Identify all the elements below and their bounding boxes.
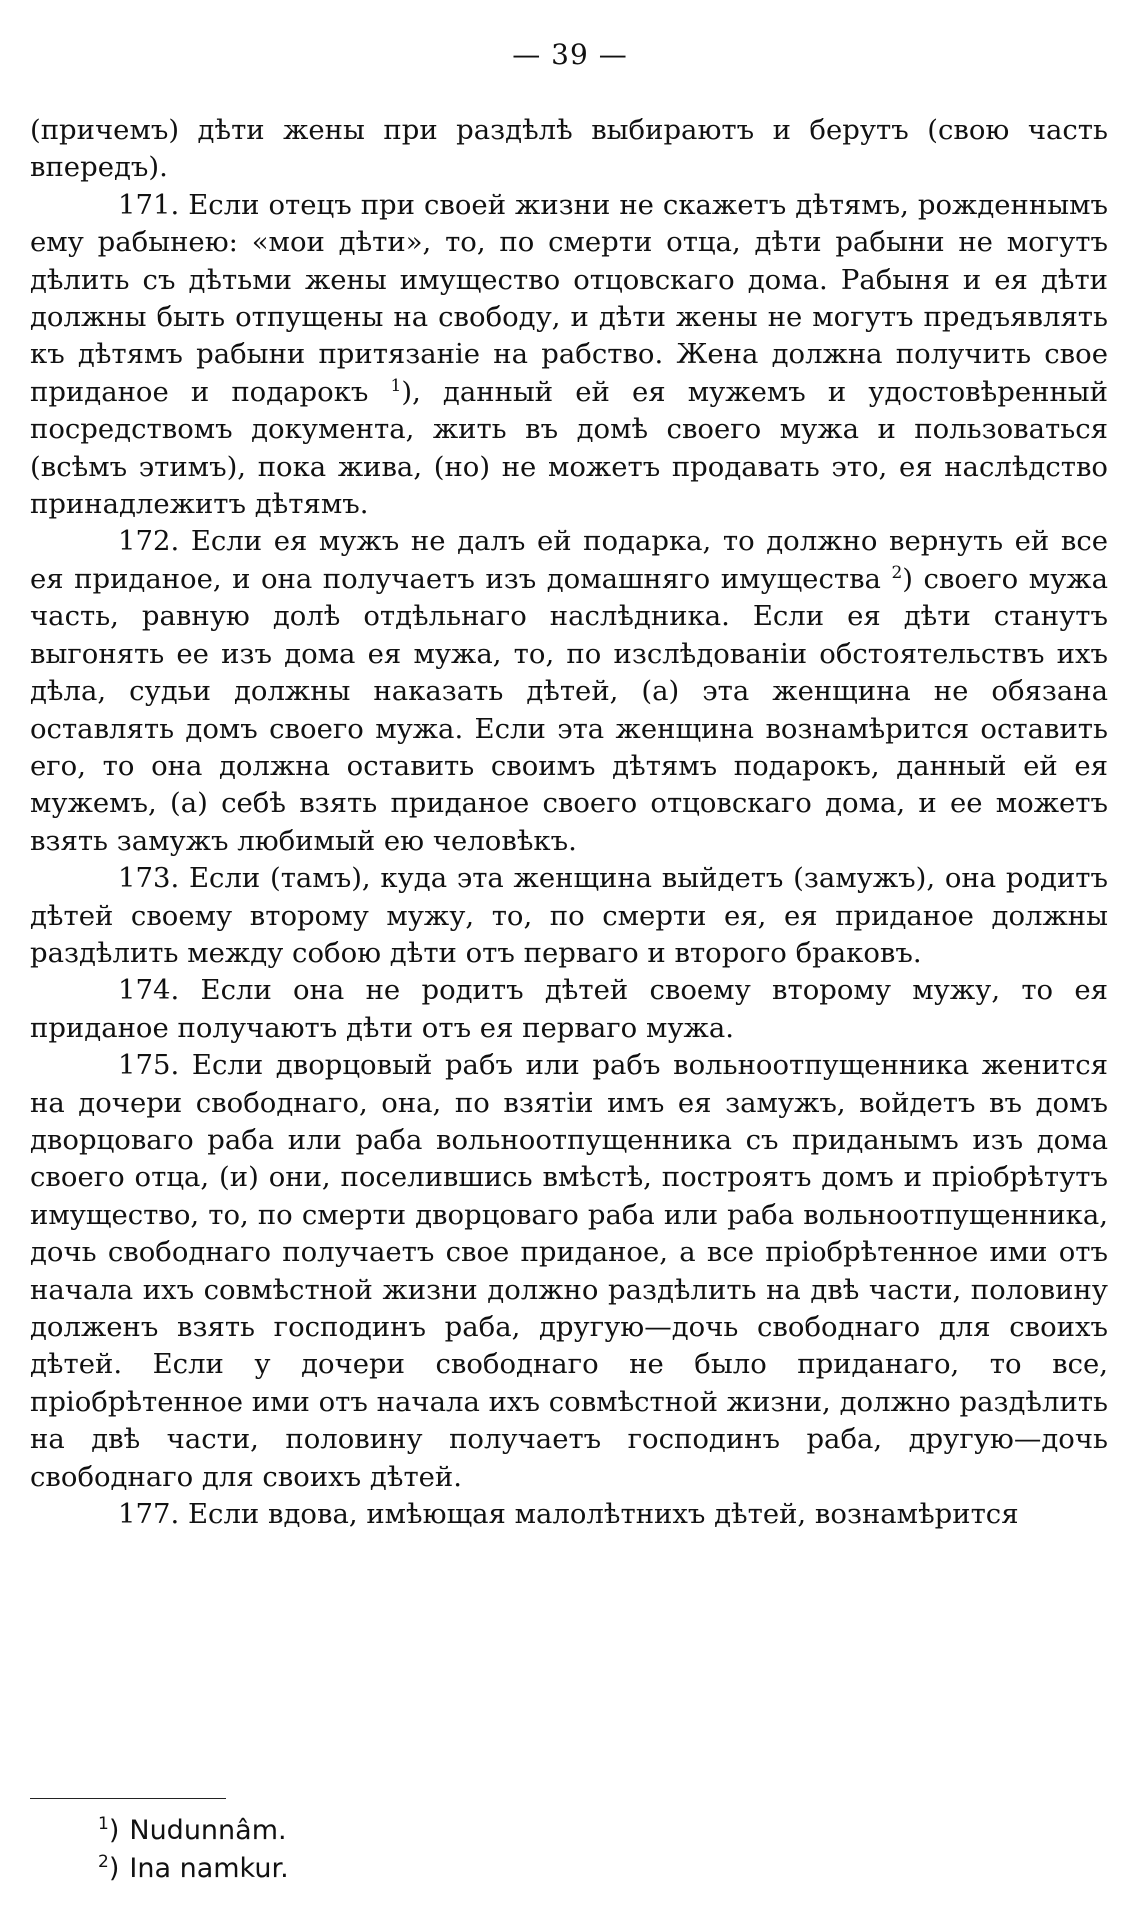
footnote-2-marker (98, 1853, 119, 1884)
paragraph-171 (30, 187, 1108, 524)
footnote-ref-2: 2 (891, 562, 903, 583)
paragraph-177: 177. Если вдова, имѣющая малолѣтнихъ дѣтей, вознамѣрится (118, 1498, 1019, 1531)
paragraph-172-text-a: 172. Если ея мужъ не далъ ей подарка, то должно вернуть ей все ея приданое, и она получаетъ изъ домашняго имущества (30, 525, 1108, 595)
footnote-1-marker (98, 1815, 119, 1846)
paragraph-173: 173. Если (тамъ), куда эта женщина выйдетъ (замужъ), она родитъ дѣтей своему второму мужу, то, по смерти ея, ея приданое должны раздѣлить между собою дѣти отъ перваго и второго браковъ. (30, 862, 1108, 969)
paragraph-175: 175. Если дворцовый рабъ или рабъ вольноотпущенника женится на дочери свободнаго, она, по взятіи имъ ея замужъ, войдетъ въ домъ дворцоваго раба или раба вольноотпущенника съ приданымъ изъ дома своего отца, (и) они, поселившись вмѣстѣ, построятъ домъ и пріобрѣтутъ имущество, то, по смерти дворцоваго раба или раба вольноотпущенника, дочь свободнаго получаетъ свое приданое, а все пріобрѣтенное ими отъ начала ихъ совмѣстной жизни должно раздѣлить на двѣ части, половину долженъ взять господинъ раба, другую—дочь свободнаго для своихъ дѣтей. Если у дочери свободнаго не было приданаго, то все, пріобрѣтенное ими отъ начала ихъ совмѣстной жизни, должно раздѣлить на двѣ части, половину получаетъ господинъ раба, другую—дочь свободнаго для своихъ дѣтей. (30, 1049, 1108, 1493)
footnote-ref-1: 1 (390, 375, 402, 396)
footnote-1 (98, 1812, 289, 1850)
footnotes (98, 1812, 289, 1888)
footnote-1-number: 1 (98, 1814, 109, 1834)
footnote-2-text: Ina namkur. (129, 1853, 289, 1884)
paragraph-171-text-a: 171. Если отецъ при своей жизни не скажетъ дѣтямъ, рожденнымъ ему рабынею: «мои дѣти», то, по смерти отца, дѣти рабыни не могутъ дѣлить съ дѣтьми жены имущество отцовскаго дома. Рабыня и ея дѣти должны быть отпущены на свободу, и дѣти жены не могутъ предъявлять къ дѣтямъ рабыни притязаніе на рабство. Жена должна получить свое приданое и подарокъ (30, 188, 1108, 408)
footnote-2 (98, 1850, 289, 1888)
paragraph-171-text-b: ), данный ей ея мужемъ и удостовѣренный посредствомъ документа, жить въ домѣ своего мужа и пользоваться (всѣмъ этимъ), пока жива, (но) не можетъ продавать это, ея наслѣдство принадлежитъ дѣтямъ. (30, 375, 1108, 521)
footnote-1-text: Nudunnâm. (129, 1815, 287, 1846)
paragraph-172-text-b: ) своего мужа часть, равную долѣ отдѣльнаго наслѣдника. Если ея дѣти станутъ выгонять ее изъ дома ея мужа, то, по изслѣдованіи обстоятельствъ ихъ дѣла, судьи должны наказать дѣтей, (а) эта женщина не обязана оставлять домъ своего мужа. Если эта женщина вознамѣрится оставить его, то она должна оставить своимъ дѣтямъ подарокъ, данный ей ея мужемъ, (а) себѣ взять приданое своего отцовскаго дома, и ее можетъ взять замужъ любимый ею человѣкъ. (30, 562, 1108, 857)
footnote-1-paren: ) (108, 1815, 120, 1846)
footnote-2-number: 2 (98, 1852, 109, 1872)
paragraph-174: 174. Если она не родитъ дѣтей своему второму мужу, то ея приданое получаютъ дѣти отъ ея перваго мужа. (30, 974, 1108, 1044)
body-text (30, 112, 1108, 1533)
footnote-2-paren: ) (108, 1853, 120, 1884)
page-number: — 39 — (512, 38, 628, 71)
paragraph-172 (30, 523, 1108, 860)
footnote-rule (30, 1798, 226, 1799)
paragraph-continuation: (причемъ) дѣти жены при раздѣлѣ выбираютъ и берутъ (свою часть впередъ). (30, 114, 1108, 184)
